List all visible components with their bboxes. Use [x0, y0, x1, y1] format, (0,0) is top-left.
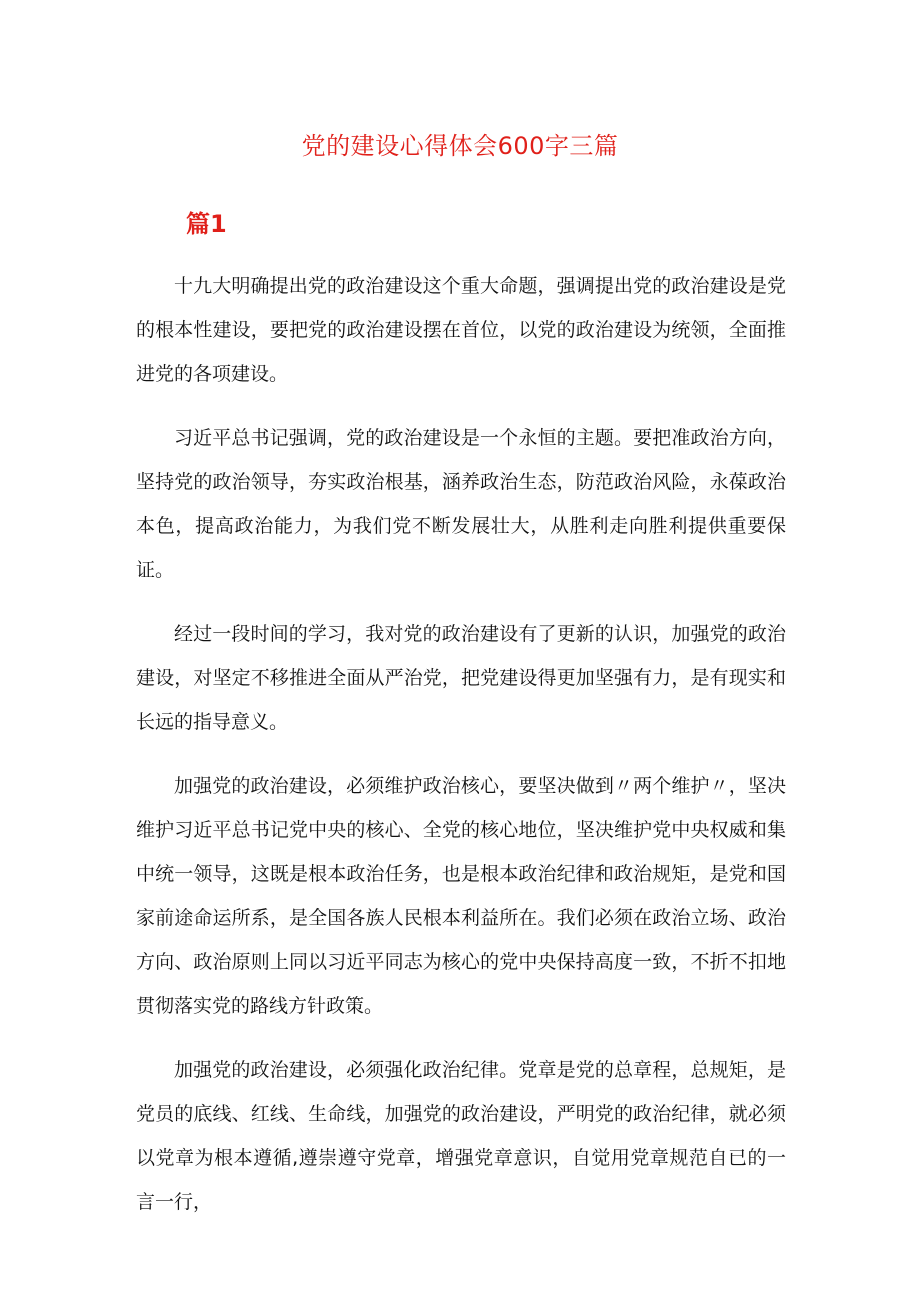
paragraph-4: 加强党的政治建设，必须维护政治核心，要坚决做到〃两个维护〃，坚决维护习近平总书记党中央的核心、全党的核心地位，坚决维护党中央权威和集中统一领导，这既是根本政治任务，也是根本政治纪律和政治规矩，是党和国家前途命运所系，是全国各族人民根本利益所在。我们必须在政治立场、政治方向、政治原则上同以习近平同志为核心的党中央保持高度一致，不折不扣地贯彻落实党的路线方针政策。	[136, 775, 786, 1017]
paragraph-1: 十九大明确提出党的政治建设这个重大命题，强调提出党的政治建设是党的根本性建设，要把党的政治建设摆在首位，以党的政治建设为统领，全面推进党的各项建设。	[136, 275, 786, 385]
paragraph-3: 经过一段时间的学习，我对党的政治建设有了更新的认识，加强党的政治建设，对坚定不移推进全面从严治党，把党建设得更加坚强有力，是有现实和长远的指导意义。	[136, 623, 786, 733]
paragraph-5: 加强党的政治建设，必须强化政治纪律。党章是党的总章程，总规矩，是党员的底线、红线、生命线，加强党的政治建设，严明党的政治纪律，就必须以党章为根本遵循,遵崇遵守党章，增强党章意识，自觉用党章规范自已的一言一行，	[136, 1059, 786, 1213]
document-title: 党的建设心得体会600字三篇	[301, 132, 619, 160]
paragraph-2: 习近平总书记强调，党的政治建设是一个永恒的主题。要把准政治方向，坚持党的政治领导，夯实政治根基，涵养政治生态，防范政治风险，永葆政治本色，提高政治能力，为我们党不断发展壮大，从胜利走向胜利提供重要保证。	[136, 427, 786, 581]
section-heading: 篇1	[186, 210, 227, 238]
document-body	[136, 264, 786, 1244]
